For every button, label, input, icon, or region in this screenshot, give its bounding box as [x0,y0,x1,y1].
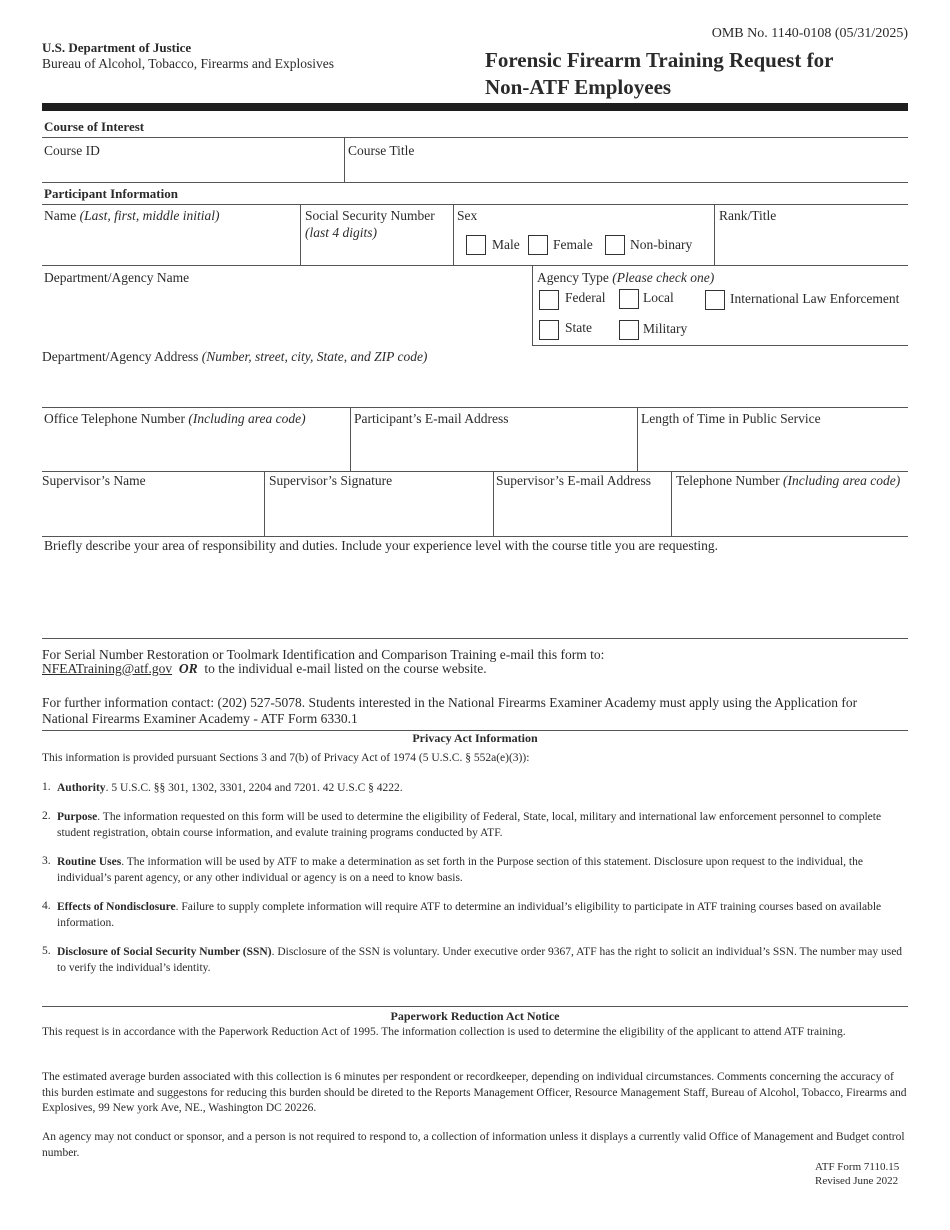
privacy-item-number: 3. [42,855,51,867]
privacy-item-text: . Disclosure of the SSN is voluntary. Under executive order 9367, ATF has the right to solicit an individual’s SSN. The number may used to verify the individual’s identity. [57,946,903,974]
sex-label: Sex [457,208,478,223]
divider [42,265,908,266]
email-instruction [42,660,487,677]
agency-international-label: International Law Enforcement [730,291,900,306]
sex-female-checkbox[interactable] [528,235,548,255]
dept-name-field[interactable] [42,288,532,344]
agency-type-label-text: Agency Type [537,270,609,285]
agency-type-hint: (Please check one) [612,270,715,285]
phone-field[interactable] [42,430,350,470]
paperwork-paragraph-3: An agency may not conduct or sponsor, and a person is not required to respond to, a collection of information unless it displays a currently valid Office of Management and Budget control number. [42,1131,905,1159]
privacy-item-text: . 5 U.S.C. §§ 301, 1302, 3301, 2204 and 7201. 42 U.S.C § 4222. [105,782,403,794]
divider [532,345,908,346]
privacy-item-head: Effects of Nondisclosure [57,901,176,913]
agency-international-checkbox[interactable] [705,290,725,310]
privacy-item-head: Routine Uses [57,856,122,868]
agency-state-checkbox[interactable] [539,320,559,340]
responsibility-field[interactable] [42,556,908,637]
agency-federal-checkbox[interactable] [539,290,559,310]
nfea-email-link[interactable]: NFEATraining@atf.gov [42,661,173,676]
email-field[interactable] [351,430,637,470]
email-tail-text: to the individual e-mail listed on the course website. [204,661,487,676]
agency-military-checkbox[interactable] [619,320,639,340]
sex-nonbinary-checkbox[interactable] [605,235,625,255]
supervisor-signature-field[interactable] [265,492,493,535]
divider [532,265,533,345]
privacy-item-text: . The information requested on this form will be used to determine the eligibility of Federal, State, local, military and international law enforcement personnel to complete student registration, obtain course information, and evalute training programs conducted by ATF. [57,811,882,839]
address-label-text: Department/Agency Address [42,349,199,364]
privacy-item-number: 4. [42,900,51,912]
dept-name-label: Department/Agency Name [44,270,190,285]
privacy-item-ssn [57,945,907,976]
course-title-field[interactable] [345,138,908,182]
bureau-name: Bureau of Alcohol, Tobacco, Firearms and Explosives [42,56,334,71]
sex-female-label: Female [553,237,593,252]
name-label-hint: (Last, first, middle initial) [79,208,220,223]
supervisor-phone-label-text: Telephone Number [676,473,780,488]
phone-label-hint: (Including area code) [188,411,306,426]
divider [42,204,908,205]
supervisor-name-field[interactable] [42,492,264,535]
privacy-item-text: . Failure to supply complete information will require ATF to determine an individual’s eligibility to participate in ATF training courses based on available information. [57,901,882,929]
service-length-field[interactable] [638,430,908,470]
agency-state-label: State [565,320,592,335]
agency-type-label [537,269,714,286]
course-id-field[interactable] [42,138,344,182]
rank-title-field[interactable] [715,226,908,264]
further-info-line-1: For further information contact: (202) 527-5078. Students interested in the National Firearms Examiner Academy must apply using the Application for [42,695,858,710]
form-number: ATF Form 7110.15 [815,1161,900,1173]
phone-label [44,410,306,427]
responsibility-label: Briefly describe your area of responsibility and duties. Include your experience level with the course title you are requesting. [44,538,719,553]
form-title-line-1: Forensic Firearm Training Request for [485,48,834,72]
service-length-label: Length of Time in Public Service [641,411,821,426]
privacy-item-head: Authority [57,782,106,794]
name-label [44,207,220,224]
agency-military-label: Military [643,321,688,336]
ssn-hint-text: (last 4 digits) [305,225,378,240]
supervisor-email-label: Supervisor’s E-mail Address [496,473,651,488]
email-label: Participant’s E-mail Address [354,411,509,426]
revision-date: Revised June 2022 [815,1175,899,1187]
paperwork-paragraph-1: This request is in accordance with the Paperwork Reduction Act of 1995. The information collection is used to determine the eligibility of the applicant to attend ATF training. [42,1026,846,1038]
privacy-item-number: 5. [42,945,51,957]
name-field[interactable] [42,226,300,264]
ssn-field[interactable] [301,242,453,264]
serial-training-note: For Serial Number Restoration or Toolmark Identification and Comparison Training e-mail this form to: [42,647,605,662]
privacy-item-purpose [57,810,907,841]
privacy-item-head: Disclosure of Social Security Number (SSN) [57,946,272,958]
phone-label-text: Office Telephone Number [44,411,186,426]
divider [42,407,908,408]
privacy-item-number: 1. [42,781,51,793]
ssn-label: Social Security Number [305,208,435,223]
course-id-label: Course ID [44,143,100,158]
privacy-item-head: Purpose [57,811,98,823]
sex-male-label: Male [492,237,520,252]
form-title [485,47,833,101]
supervisor-name-label: Supervisor’s Name [42,473,146,488]
privacy-act-intro: This information is provided pursuant Sections 3 and 7(b) of Privacy Act of 1974 (5 U.S.C. § 552a(e)(3)): [42,752,530,764]
supervisor-signature-label: Supervisor’s Signature [269,473,393,488]
divider [42,1006,908,1007]
further-info-line-2: National Firearms Examiner Academy - ATF Form 6330.1 [42,711,358,726]
agency-local-label: Local [643,290,674,305]
participant-section-title: Participant Information [44,186,178,201]
supervisor-phone-field[interactable] [672,492,908,535]
divider [42,638,908,639]
omb-number: OMB No. 1140-0108 (05/31/2025) [711,26,908,41]
privacy-item-number: 2. [42,810,51,822]
divider [453,204,454,265]
name-label-text: Name [44,208,77,223]
privacy-act-title: Privacy Act Information [412,731,538,745]
agency-federal-label: Federal [565,290,606,305]
address-label [42,348,427,365]
rank-title-label: Rank/Title [719,208,777,223]
paperwork-paragraph-2: The estimated average burden associated with this collection is 6 minutes per respondent or recordkeeper, depending on individual circumstances. Comments concerning the accuracy of this burden estimate and suggestons for reducing this burden should be direted to the Reports Management Officer, Resource Management Staff, Bureau of Alcohol, Tobacco, Firearms and Explosives, 99 New york Ave, NE., Washington DC 20226. [42,1071,907,1114]
address-field[interactable] [42,366,908,406]
agency-local-checkbox[interactable] [619,289,639,309]
sex-male-checkbox[interactable] [466,235,486,255]
sex-nonbinary-label: Non-binary [630,237,693,252]
supervisor-phone-label [676,472,900,489]
department-name: U.S. Department of Justice [42,40,192,55]
privacy-item-routine-uses [57,855,907,886]
header-rule [42,103,908,111]
form-title-line-2: Non-ATF Employees [485,75,672,99]
address-label-hint: (Number, street, city, State, and ZIP code) [201,349,428,364]
paperwork-title: Paperwork Reduction Act Notice [390,1009,560,1023]
supervisor-email-field[interactable] [494,492,671,535]
privacy-item-text: . The information will be used by ATF to make a determination as set forth in the Purpose section of this statement. Disclosure upon request to the individual, the individual’s parent agency, or any other individual or agency is on a need to know basis. [57,856,863,884]
or-text: OR [178,661,198,676]
ssn-hint [305,224,377,241]
privacy-item-nondisclosure [57,900,907,931]
course-section-title: Course of Interest [44,119,145,134]
course-title-label: Course Title [348,143,415,158]
privacy-item-authority [57,781,907,797]
supervisor-phone-hint: (Including area code) [783,473,901,488]
divider [42,182,908,183]
